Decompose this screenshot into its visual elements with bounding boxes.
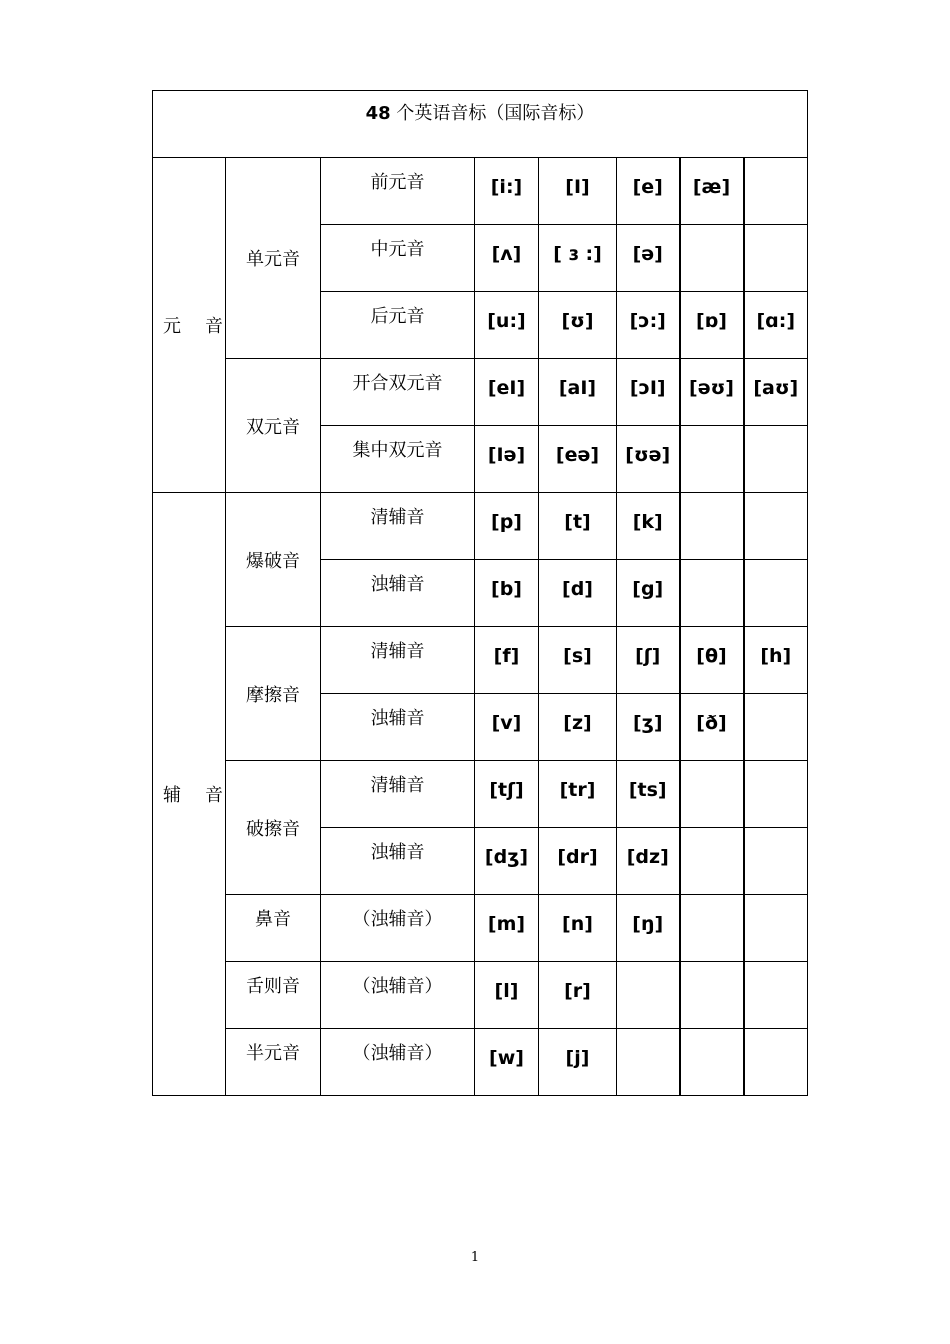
ipa-symbol: [680, 962, 744, 1029]
ipa-symbol: [d]: [539, 560, 617, 627]
ipa-symbol: [əʊ]: [680, 359, 744, 426]
ipa-symbol: [dz]: [617, 828, 680, 895]
ipa-symbol: [z]: [539, 694, 617, 761]
table-row: [153, 627, 808, 694]
ipa-symbol: [t]: [539, 493, 617, 560]
ipa-symbol: [tʃ]: [475, 761, 539, 828]
sub-voiceless: 清辅音: [321, 493, 475, 560]
ipa-symbol: [744, 962, 808, 1029]
ipa-symbol: [744, 895, 808, 962]
ipa-symbol: [æ]: [680, 158, 744, 225]
ipa-symbol: [ŋ]: [617, 895, 680, 962]
ipa-symbol: [v]: [475, 694, 539, 761]
sub-centering-diphthongs: 集中双元音: [321, 426, 475, 493]
ipa-symbol: [aʊ]: [744, 359, 808, 426]
ipa-symbol: [n]: [539, 895, 617, 962]
ipa-symbol: [744, 761, 808, 828]
ipa-symbol: [w]: [475, 1029, 539, 1096]
ipa-symbol: [ə]: [617, 225, 680, 292]
group-lateral: 舌则音: [226, 962, 321, 1029]
ipa-symbol: [ɔ:]: [617, 292, 680, 359]
ipa-symbol: [i:]: [475, 158, 539, 225]
ipa-symbol: [ʊə]: [617, 426, 680, 493]
group-plosive: 爆破音: [226, 493, 321, 627]
ipa-table: [152, 90, 808, 1096]
sub-closing-diphthongs: 开合双元音: [321, 359, 475, 426]
ipa-symbol: [l]: [475, 962, 539, 1029]
ipa-symbol: [p]: [475, 493, 539, 560]
ipa-symbol: [h]: [744, 627, 808, 694]
ipa-symbol: [744, 493, 808, 560]
ipa-symbol: [680, 1029, 744, 1096]
ipa-symbol: [ʒ]: [617, 694, 680, 761]
ipa-symbol: [744, 694, 808, 761]
ipa-symbol: [ʌ]: [475, 225, 539, 292]
ipa-symbol: [g]: [617, 560, 680, 627]
table-row: [153, 962, 808, 1029]
ipa-symbol: [b]: [475, 560, 539, 627]
ipa-symbol: [e]: [617, 158, 680, 225]
ipa-symbol: [Iə]: [475, 426, 539, 493]
ipa-symbol: [j]: [539, 1029, 617, 1096]
ipa-symbol: [744, 158, 808, 225]
group-monophthong: 单元音: [226, 158, 321, 359]
ipa-symbol: [eə]: [539, 426, 617, 493]
ipa-symbol: [u:]: [475, 292, 539, 359]
sub-voiced-note: （浊辅音）: [321, 895, 475, 962]
ipa-symbol: [744, 1029, 808, 1096]
sub-voiceless: 清辅音: [321, 627, 475, 694]
table-row: [153, 895, 808, 962]
ipa-symbol: [tr]: [539, 761, 617, 828]
ipa-symbol: [I]: [539, 158, 617, 225]
sub-front-vowels: 前元音: [321, 158, 475, 225]
table-row: [153, 493, 808, 560]
ipa-symbol: [680, 225, 744, 292]
sub-voiceless: 清辅音: [321, 761, 475, 828]
ipa-symbol: [eI]: [475, 359, 539, 426]
table-row: [153, 1029, 808, 1096]
ipa-symbol: [ts]: [617, 761, 680, 828]
sub-voiced: 浊辅音: [321, 828, 475, 895]
ipa-symbol: [ ɜ :]: [539, 225, 617, 292]
ipa-symbol: [θ]: [680, 627, 744, 694]
ipa-symbol: [ʃ]: [617, 627, 680, 694]
title-text: 个英语音标（国际音标）: [390, 103, 595, 124]
table-row: [153, 158, 808, 225]
ipa-symbol: [k]: [617, 493, 680, 560]
sub-central-vowels: 中元音: [321, 225, 475, 292]
ipa-symbol: [dʒ]: [475, 828, 539, 895]
ipa-symbol: [m]: [475, 895, 539, 962]
table-title: [153, 91, 808, 158]
ipa-symbol: [680, 560, 744, 627]
ipa-symbol: [ɑ:]: [744, 292, 808, 359]
ipa-symbol: [r]: [539, 962, 617, 1029]
sub-voiced: 浊辅音: [321, 560, 475, 627]
group-affricate: 破擦音: [226, 761, 321, 895]
ipa-symbol: [744, 426, 808, 493]
ipa-symbol: [ɒ]: [680, 292, 744, 359]
ipa-symbol: [680, 828, 744, 895]
group-fricative: 摩擦音: [226, 627, 321, 761]
ipa-symbol: [617, 1029, 680, 1096]
ipa-symbol: [680, 761, 744, 828]
ipa-symbol: [aI]: [539, 359, 617, 426]
category-consonants: 辅音: [153, 493, 226, 1096]
group-nasal: 鼻音: [226, 895, 321, 962]
ipa-symbol: [ʊ]: [539, 292, 617, 359]
page-number: 1: [470, 1250, 480, 1265]
table-row: [153, 359, 808, 426]
sub-back-vowels: 后元音: [321, 292, 475, 359]
table-row: [153, 761, 808, 828]
ipa-symbol: [744, 828, 808, 895]
group-diphthong: 双元音: [226, 359, 321, 493]
ipa-symbol: [744, 560, 808, 627]
ipa-symbol: [744, 225, 808, 292]
ipa-symbol: [ɔI]: [617, 359, 680, 426]
category-vowels: 元音: [153, 158, 226, 493]
ipa-symbol: [680, 493, 744, 560]
ipa-symbol: [680, 426, 744, 493]
ipa-symbol: [dr]: [539, 828, 617, 895]
sub-voiced-note: （浊辅音）: [321, 1029, 475, 1096]
ipa-symbol: [617, 962, 680, 1029]
sub-voiced: 浊辅音: [321, 694, 475, 761]
ipa-symbol: [680, 895, 744, 962]
sub-voiced-note: （浊辅音）: [321, 962, 475, 1029]
ipa-symbol: [f]: [475, 627, 539, 694]
title-number: 48: [365, 103, 391, 124]
ipa-symbol: [s]: [539, 627, 617, 694]
ipa-symbol: [ð]: [680, 694, 744, 761]
group-semivowel: 半元音: [226, 1029, 321, 1096]
